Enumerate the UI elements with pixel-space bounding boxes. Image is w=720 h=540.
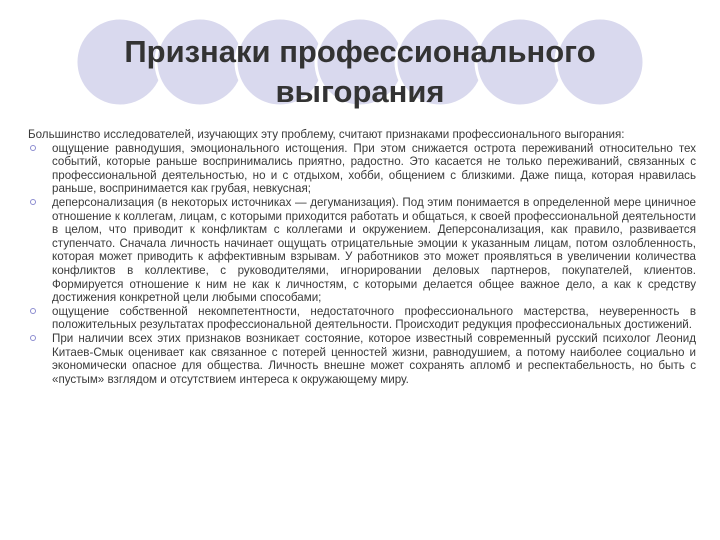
intro-text: Большинство исследователей, изучающих эту проблему, считают признаками профессионального выгорания: <box>28 128 625 141</box>
bullet-icon <box>30 308 36 314</box>
list-item-text: деперсонализация (в некоторых источниках — дегуманизация). Под этим понимается в определенной мере циничное отношение к коллегам, лицам, с которыми приходится работать и общаться, к своей профессиональной деятельности в целом, что приводит к конфликтам с коллегами и окружением. Деперсонализация, как правило, развивается ступенчато. Сначала личность начинает ощущать отрицательные эмоции к указанным лицам, потом озлобленность, которая может приводить к аффективным взрывам. У работников это может проявляться в увеличении количества конфликтов в коллективе, с руководителями, игнорировании деловых партнеров, покупателей, клиентов. Формируется отношение к ним не как к личностям, с которыми делается общее важное дело, а как к средству достижения конкретной цели любыми способами; <box>52 195 696 305</box>
slide-title <box>60 32 660 112</box>
list-item <box>28 142 696 196</box>
list-item-text: ощущение равнодушия, эмоционального истощения. При этом снижается острота переживаний относительно тех событий, которые раньше воспринимались приятно, радостно. Это касается не только переживаний, связанных с профессиональной деятельностью, но и с отдыхом, хобби, общением с близкими. Даже пища, которая нравилась раньше, воспринимается как грубая, невкусная; <box>52 141 696 196</box>
bullet-list <box>28 142 696 387</box>
list-item-text: При наличии всех этих признаков возникает состояние, которое известный современный русский психолог Леонид Китаев-Смык оценивает как связанное с потерей ценностей жизни, равнодушием, а потому наиболее социально и экономически опасное для общества. Личность внешне может сохранять апломб и респектабельность, но быть с «пустым» взглядом и отсутствием интереса к окружающему миру. <box>52 331 696 386</box>
list-item <box>28 305 696 332</box>
bullet-icon <box>30 199 36 205</box>
list-item <box>28 196 696 305</box>
list-item-text: ощущение собственной некомпетентности, недостаточного профессионального мастерства, неуверенность в положительных результатах профессиональной деятельности. Происходит редукция профессиональных достижений. <box>52 304 696 332</box>
list-item <box>28 332 696 386</box>
title-line-2: выгорания <box>275 74 445 109</box>
title-line-1: Признаки профессионального <box>124 34 596 69</box>
slide-body <box>28 128 696 386</box>
bullet-icon <box>30 335 36 341</box>
bullet-icon <box>30 145 36 151</box>
